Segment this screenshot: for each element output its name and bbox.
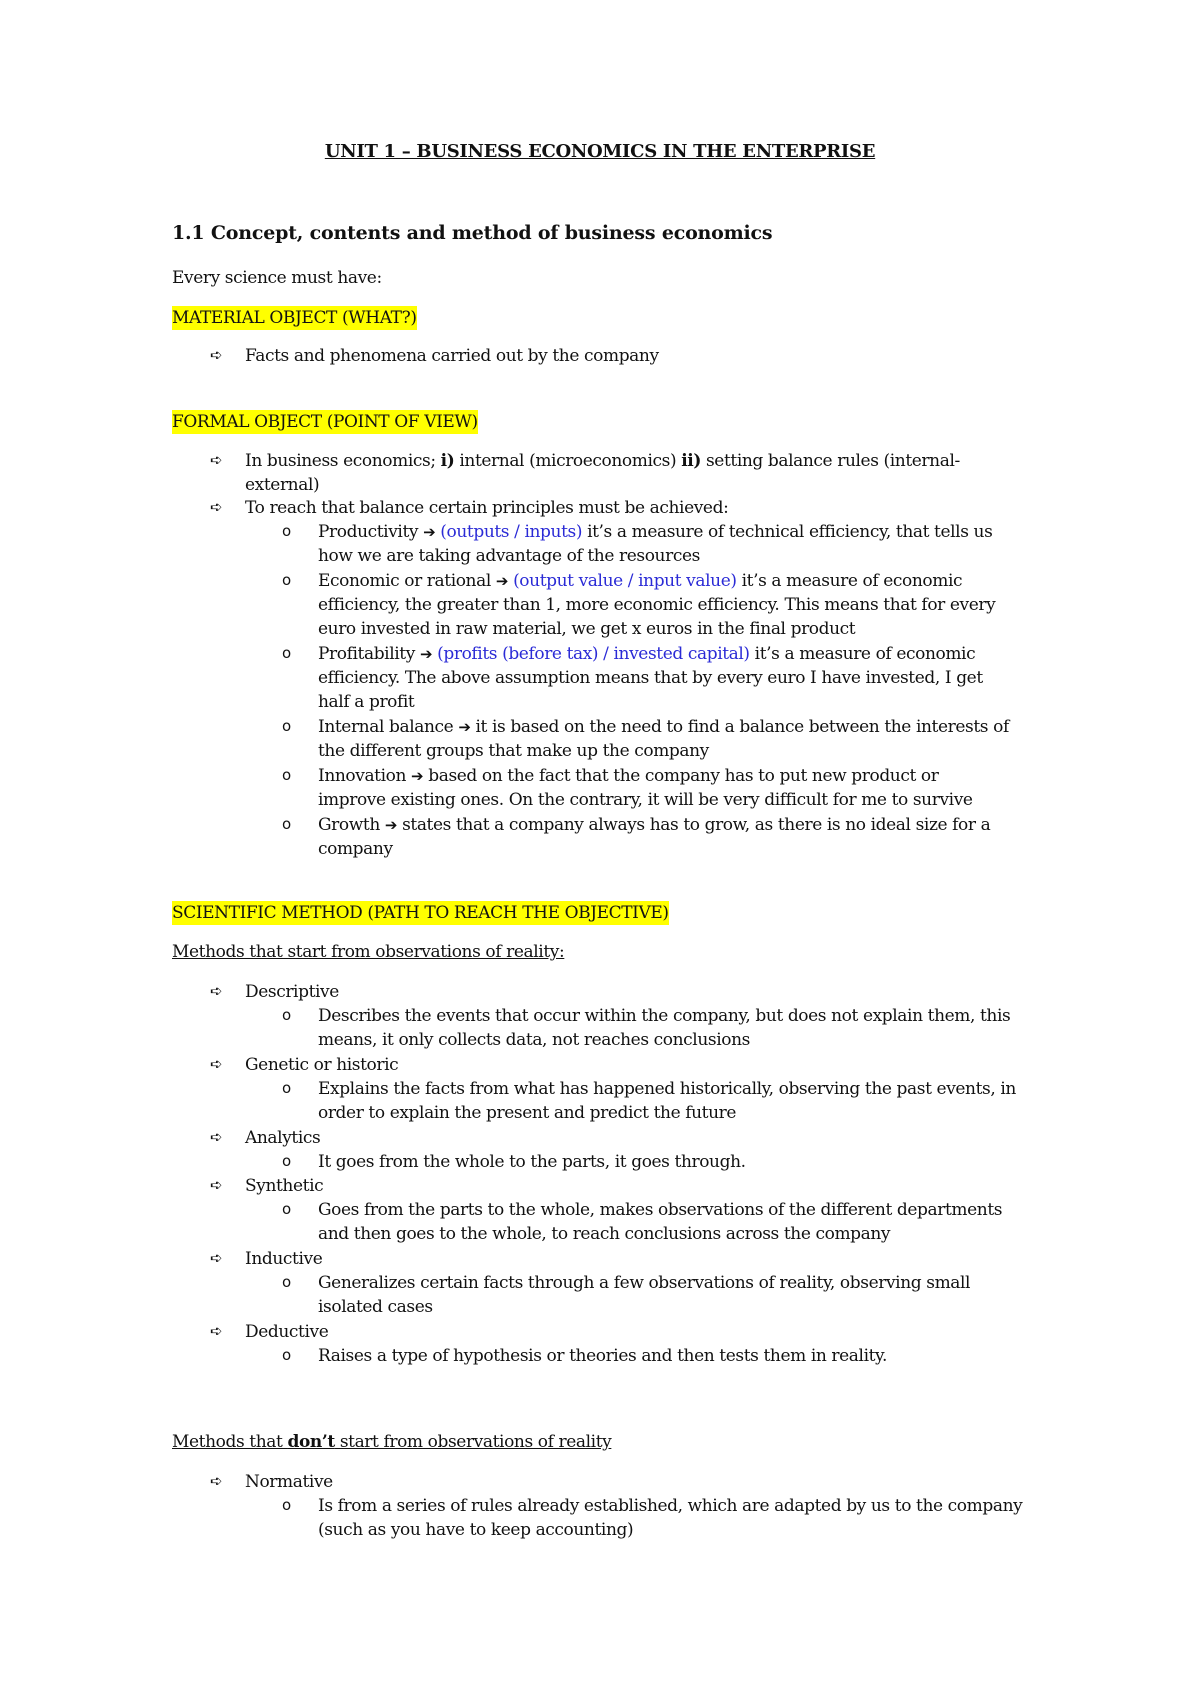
principle-internal-balance-line2: the different groups that make up the company (318, 741, 709, 761)
subheading-text-a: Methods that (172, 1432, 288, 1452)
principle-innovation-line2: improve existing ones. On the contrary, it will be very difficult for me to survive (318, 790, 973, 810)
material-object-heading: MATERIAL OBJECT (WHAT?) (172, 308, 417, 328)
method-descriptive-desc-line2: means, it only collects data, not reaches conclusions (318, 1030, 750, 1050)
method-genetic: Genetic or historic (245, 1055, 399, 1075)
right-arrow-icon: ➔ (411, 767, 424, 785)
scientific-method-heading: SCIENTIFIC METHOD (PATH TO REACH THE OBJECTIVE) (172, 903, 669, 923)
method-deductive-desc: Raises a type of hypothesis or theories and then tests them in reality. (318, 1346, 887, 1366)
method-synthetic: Synthetic (245, 1176, 324, 1196)
method-inductive-desc: Generalizes certain facts through a few observations of reality, observing small (318, 1273, 971, 1293)
document-title: UNIT 1 – BUSINESS ECONOMICS IN THE ENTERPRISE (324, 141, 876, 162)
right-arrow-icon: ➔ (458, 718, 471, 736)
principle-growth (318, 813, 990, 837)
principle-growth-line2: company (318, 839, 393, 859)
principle-internal-balance (318, 715, 1009, 739)
o-bullet-icon: o (282, 644, 292, 662)
formal-object-item-2: To reach that balance certain principles must be achieved: (245, 498, 729, 518)
formal-item1-text-c: internal (microeconomics) (454, 451, 682, 471)
formal-item1-text-d: setting balance rules (internal- (700, 451, 960, 471)
method-analytics-desc: It goes from the whole to the parts, it goes through. (318, 1152, 746, 1172)
principle-name: Growth (318, 815, 385, 835)
o-bullet-icon: o (282, 1346, 292, 1364)
method-normative: Normative (245, 1472, 333, 1492)
principle-text: it’s a measure of economic (749, 644, 976, 664)
arrow-bullet-icon: ➪ (210, 982, 223, 1000)
o-bullet-icon: o (282, 1006, 292, 1024)
principle-name: Productivity (318, 522, 424, 542)
method-genetic-desc-line2: order to explain the present and predict the future (318, 1103, 737, 1123)
principle-productivity-line2: how we are taking advantage of the resources (318, 546, 700, 566)
principle-text: it is based on the need to find a balance between the interests of (470, 717, 1009, 737)
method-genetic-desc: Explains the facts from what has happened historically, observing the past events, in (318, 1079, 1016, 1099)
arrow-bullet-icon: ➪ (210, 1055, 223, 1073)
o-bullet-icon: o (282, 1273, 292, 1291)
right-arrow-icon: ➔ (419, 645, 433, 663)
material-object-item: Facts and phenomena carried out by the company (245, 346, 659, 366)
method-descriptive: Descriptive (245, 982, 339, 1002)
o-bullet-icon: o (282, 766, 292, 784)
principle-name: Internal balance (318, 717, 459, 737)
principle-name: Innovation (318, 766, 412, 786)
principle-economic (318, 569, 962, 593)
principle-text: it’s a measure of technical efficiency, that tells us (582, 522, 993, 542)
arrow-bullet-icon: ➪ (210, 1176, 223, 1194)
formal-object-item-1-line2: external) (245, 475, 320, 495)
o-bullet-icon: o (282, 1496, 292, 1514)
right-arrow-icon: ➔ (384, 816, 398, 834)
o-bullet-icon: o (282, 571, 292, 589)
formal-object-item-1 (245, 449, 960, 473)
principle-innovation (318, 764, 938, 788)
method-synthetic-desc: Goes from the parts to the whole, makes observations of the different departments (318, 1200, 1003, 1220)
methods-non-observation-subheading (172, 1430, 611, 1454)
method-normative-desc-line2: (such as you have to keep accounting) (318, 1520, 634, 1540)
principle-profitability-line2: efficiency. The above assumption means that by every euro I have invested, I get (318, 668, 983, 688)
method-inductive-desc-line2: isolated cases (318, 1297, 433, 1317)
o-bullet-icon: o (282, 522, 292, 540)
o-bullet-icon: o (282, 1200, 292, 1218)
formal-item1-bold-ii: ii) (681, 451, 701, 471)
arrow-bullet-icon: ➪ (210, 346, 223, 364)
o-bullet-icon: o (282, 1079, 292, 1097)
o-bullet-icon: o (282, 1152, 292, 1170)
principle-economic-line3: euro invested in raw material, we get x euros in the final product (318, 619, 856, 639)
method-descriptive-desc: Describes the events that occur within the company, but does not explain them, this (318, 1006, 1011, 1026)
principle-formula: (outputs / inputs) (440, 522, 583, 542)
subheading-bold: don’t (287, 1432, 335, 1452)
principle-name: Economic or rational (318, 571, 496, 591)
principle-profitability-line3: half a profit (318, 692, 415, 712)
right-arrow-icon: ➔ (495, 572, 509, 590)
principle-formula: (profits (before tax) / invested capital) (437, 644, 750, 664)
method-inductive: Inductive (245, 1249, 323, 1269)
methods-observation-subheading: Methods that start from observations of reality: (172, 942, 565, 962)
principle-text: it’s a measure of economic (736, 571, 963, 591)
principle-economic-line2: efficiency, the greater than 1, more economic efficiency. This means that for every (318, 595, 996, 615)
method-analytics: Analytics (245, 1128, 321, 1148)
principle-formula: (output value / input value) (513, 571, 737, 591)
formal-item1-text-a: In business economics; (245, 451, 441, 471)
method-deductive: Deductive (245, 1322, 329, 1342)
section-heading: 1.1 Concept, contents and method of business economics (172, 222, 773, 244)
principle-name: Profitability (318, 644, 420, 664)
arrow-bullet-icon: ➪ (210, 1249, 223, 1267)
o-bullet-icon: o (282, 815, 292, 833)
o-bullet-icon: o (282, 717, 292, 735)
principle-productivity (318, 520, 992, 544)
arrow-bullet-icon: ➪ (210, 1472, 223, 1490)
right-arrow-icon: ➔ (423, 523, 436, 541)
arrow-bullet-icon: ➪ (210, 498, 223, 516)
subheading-text-c: start from observations of reality (334, 1432, 612, 1452)
principle-profitability (318, 642, 975, 666)
arrow-bullet-icon: ➪ (210, 451, 223, 469)
principle-text: states that a company always has to grow, as there is no ideal size for a (397, 815, 991, 835)
formal-object-heading: FORMAL OBJECT (POINT OF VIEW) (172, 412, 478, 432)
arrow-bullet-icon: ➪ (210, 1128, 223, 1146)
method-synthetic-desc-line2: and then goes to the whole, to reach conclusions across the company (318, 1224, 891, 1244)
formal-item1-bold-i: i) (440, 451, 455, 471)
arrow-bullet-icon: ➪ (210, 1322, 223, 1340)
intro-text: Every science must have: (172, 268, 382, 288)
principle-text: based on the fact that the company has to put new product or (423, 766, 939, 786)
method-normative-desc: Is from a series of rules already established, which are adapted by us to the company (318, 1496, 1023, 1516)
